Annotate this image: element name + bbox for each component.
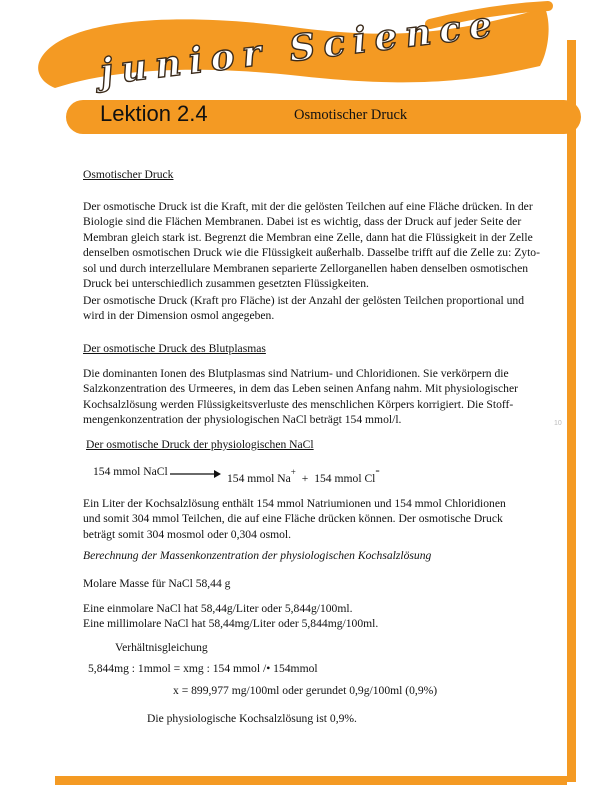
page-number: 10 [554, 420, 562, 427]
text-line: wird in der Dimension osmol angegeben. [83, 309, 275, 323]
section-heading-mass-concentration: Berechnung der Massenkonzentration der physiologischen Kochsalzlösung [83, 549, 432, 562]
paragraph-definition [83, 199, 573, 291]
text-line: Druck bei unterschiedlich zusammen gesetzten Flüssigkeiten. [83, 277, 369, 291]
conclusion: Die physiologische Kochsalzlösung ist 0,9%. [147, 712, 357, 725]
text-line: Salzkonzentration des Urmeeres, in dem das Leben seinen Anfang nahm. Mit physiologischer [83, 382, 518, 396]
molar-mass: Molare Masse für NaCl 58,44 g [83, 577, 231, 590]
text-line: denselben osmotischen Druck wie die Flüssigkeit außerhalb. Dasselbe trifft auf die Zelle zu: Zyto- [83, 246, 540, 260]
text-line: mengenkonzentration der physiologischen NaCl beträgt 154 mmol/l. [83, 413, 402, 427]
equation-left: 154 mmol NaCl [93, 465, 168, 478]
text-line: Der osmotische Druck ist die Kraft, mit der die gelösten Teilchen auf eine Fläche drücken. In der [83, 200, 533, 213]
charge-plus: + [290, 467, 296, 477]
reaction-arrow-icon [168, 468, 222, 480]
text-line: Membran gleich stark ist. Begrenzt die Membran eine Zelle, dann hat die Flüssigkeit in der Zelle [83, 230, 533, 244]
text-line: sol und durch interzellulare Membranen separierte Zellorganellen haben denselben osmotischen [83, 261, 529, 275]
logo-text: junior Science [97, 2, 502, 94]
section-heading-blood-plasma: Der osmotische Druck des Blutplasmas [83, 342, 266, 355]
lesson-title: Osmotischer Druck [294, 107, 408, 123]
text-line: Der osmotische Druck (Kraft pro Fläche) ist der Anzahl der gelösten Teilchen proportional und [83, 294, 525, 307]
equation-sodium: 154 mmol Na [227, 471, 291, 485]
junior-science-logo [0, 0, 612, 100]
text-line: Kochsalzlösung werden Flüssigkeitsverluste des menschlichen Körpers korrigiert. Die Stoff- [83, 397, 514, 411]
text-line: Eine einmolare NaCl hat 58,44g/Liter oder 5,844g/100ml. [83, 602, 353, 615]
text-line: Biologie sind die Flächen Membranen. Dabei ist es wichtig, dass der Druck auf jeder Seite der [83, 215, 522, 229]
charge-minus: - [375, 462, 380, 477]
section-heading-osmotic-pressure: Osmotischer Druck [83, 168, 174, 181]
result-equation: x = 899,977 mg/100ml oder gerundet 0,9g/100ml (0,9%) [173, 684, 438, 697]
text-line: Die dominanten Ionen des Blutplasmas sind Natrium- und Chloridionen. Sie verkörpern die [83, 367, 509, 380]
ratio-heading: Verhältnisgleichung [115, 641, 208, 654]
equation-right [227, 462, 380, 485]
text-line: Eine millimolare NaCl hat 58,44mg/Liter oder 5,844mg/100ml. [83, 617, 379, 631]
paragraph-nacl [83, 496, 573, 542]
paragraph-unit [83, 293, 573, 324]
bottom-border-bar [55, 776, 567, 785]
paragraph-blood-plasma [83, 366, 573, 428]
ratio-equation: 5,844mg : 1mmol = xmg : 154 mmol /• 154mmol [88, 662, 318, 675]
equation-chloride: 154 mmol Cl [314, 471, 376, 485]
equation-plus: + [301, 471, 309, 485]
text-line: beträgt somit 304 mosmol oder 0,304 osmol. [83, 527, 292, 541]
text-line: Ein Liter der Kochsalzlösung enthält 154 mmol Natriumionen und 154 mmol Chloridionen [83, 497, 506, 510]
paragraph-molar [83, 601, 573, 632]
text-line: und somit 304 mmol Teilchen, die auf eine Fläche drücken können. Der osmotische Druck [83, 512, 503, 526]
lesson-label: Lektion 2.4 [100, 101, 208, 126]
section-heading-physiological-nacl: Der osmotische Druck der physiologischen NaCl [86, 438, 314, 451]
